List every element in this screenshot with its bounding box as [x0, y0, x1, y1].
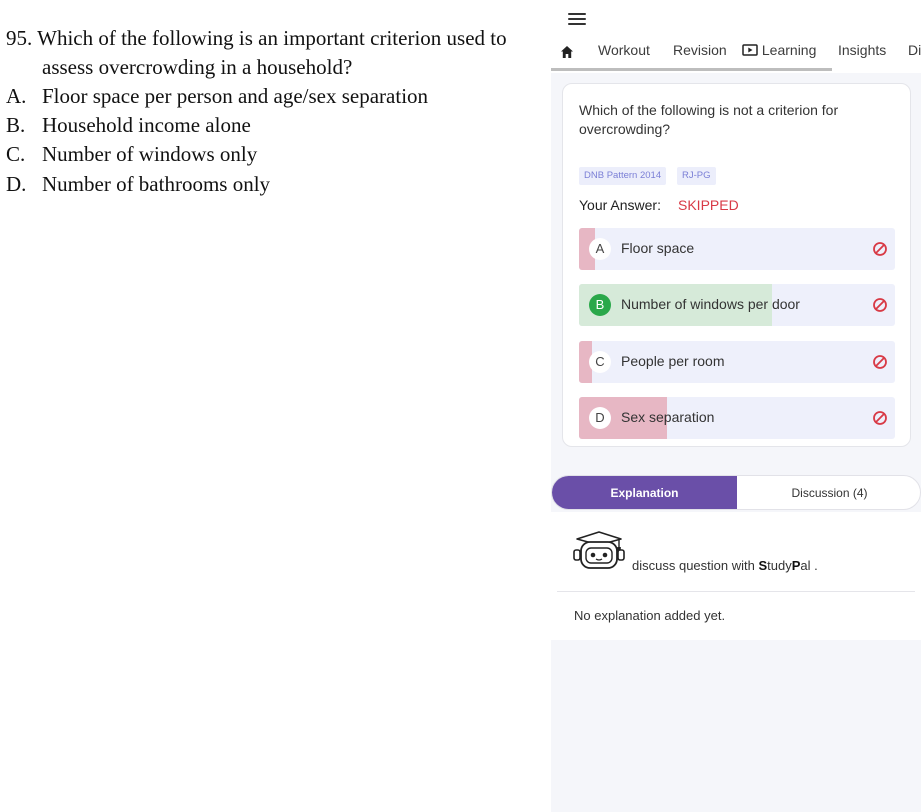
- option-label: D.: [6, 172, 27, 196]
- option-text: Sex separation: [621, 409, 715, 425]
- option-text: Household income alone: [42, 113, 251, 137]
- option-label: B.: [6, 113, 26, 137]
- not-attempted-icon: [872, 297, 888, 313]
- your-answer-value: SKIPPED: [678, 197, 739, 213]
- nav-item-learning[interactable]: [742, 42, 816, 58]
- document-option-a: [6, 82, 428, 111]
- nav-item-workout[interactable]: Workout: [598, 42, 650, 58]
- question-card: [562, 83, 911, 447]
- option-label: A.: [6, 84, 27, 108]
- option-label: C.: [6, 142, 26, 166]
- not-attempted-icon: [872, 354, 888, 370]
- nav-tabs: [551, 40, 921, 64]
- option-letter: A: [589, 238, 611, 260]
- tab-explanation[interactable]: Explanation: [552, 476, 737, 510]
- your-answer-label: Your Answer:: [579, 197, 661, 213]
- studypal-robot-icon[interactable]: [571, 530, 627, 574]
- not-attempted-icon: [872, 410, 888, 426]
- tag-exam-pattern: DNB Pattern 2014: [579, 167, 666, 185]
- document-option-c: [6, 140, 257, 169]
- card-question-text: Which of the following is not a criterion for overcrowding?: [579, 102, 839, 137]
- option-letter: C: [589, 351, 611, 373]
- nav-item-learning-label: Learning: [761, 42, 817, 58]
- top-bar: [551, 0, 921, 73]
- option-text: Floor space per person and age/sex separation: [42, 84, 429, 108]
- document-option-b: [6, 111, 251, 140]
- nav-item-revision[interactable]: Revision: [673, 42, 727, 58]
- studypal-p: P: [791, 558, 801, 573]
- explanation-panel: [551, 512, 921, 640]
- home-icon[interactable]: [560, 45, 574, 59]
- nav-item-cut-off[interactable]: Di: [908, 42, 921, 58]
- option-text: Number of bathrooms only: [42, 172, 271, 196]
- studypal-tudy: tudy: [767, 558, 792, 573]
- nav-item-insights[interactable]: Insights: [838, 42, 887, 58]
- not-attempted-icon: [872, 241, 888, 257]
- option-text: Floor space: [621, 240, 695, 256]
- option-text: People per room: [621, 353, 725, 369]
- answer-option-a[interactable]: [579, 228, 895, 270]
- option-letter: D: [589, 407, 611, 429]
- answer-option-d[interactable]: [579, 397, 895, 439]
- document-option-d: [6, 170, 270, 199]
- option-letter: B: [589, 294, 611, 316]
- option-text: Number of windows per door: [621, 296, 800, 312]
- studypal-dot: .: [810, 558, 818, 573]
- section-divider: [557, 591, 915, 592]
- video-play-icon: [742, 44, 758, 57]
- option-text: Number of windows only: [42, 142, 258, 166]
- studypal-al: al: [800, 558, 811, 573]
- question-line-1: Which of the following is an important criterion used to: [37, 26, 507, 50]
- question-line-2: assess overcrowding in a household?: [42, 55, 353, 79]
- tab-discussion[interactable]: Discussion (4): [791, 486, 868, 500]
- answer-option-b[interactable]: [579, 284, 895, 326]
- content-tabs: [551, 475, 921, 510]
- answer-option-c[interactable]: [579, 341, 895, 383]
- nav-scroll-indicator: [551, 68, 832, 71]
- hamburger-menu-icon[interactable]: [568, 10, 588, 28]
- question-text-line-1: [6, 24, 507, 53]
- studypal-prefix: discuss question with: [632, 558, 759, 573]
- app-panel: [551, 0, 921, 812]
- studypal-s: S: [758, 558, 768, 573]
- no-explanation-text: No explanation added yet.: [574, 608, 726, 623]
- studypal-link[interactable]: [632, 558, 818, 573]
- question-number: 95.: [6, 26, 33, 50]
- tag-source: RJ-PG: [677, 167, 716, 185]
